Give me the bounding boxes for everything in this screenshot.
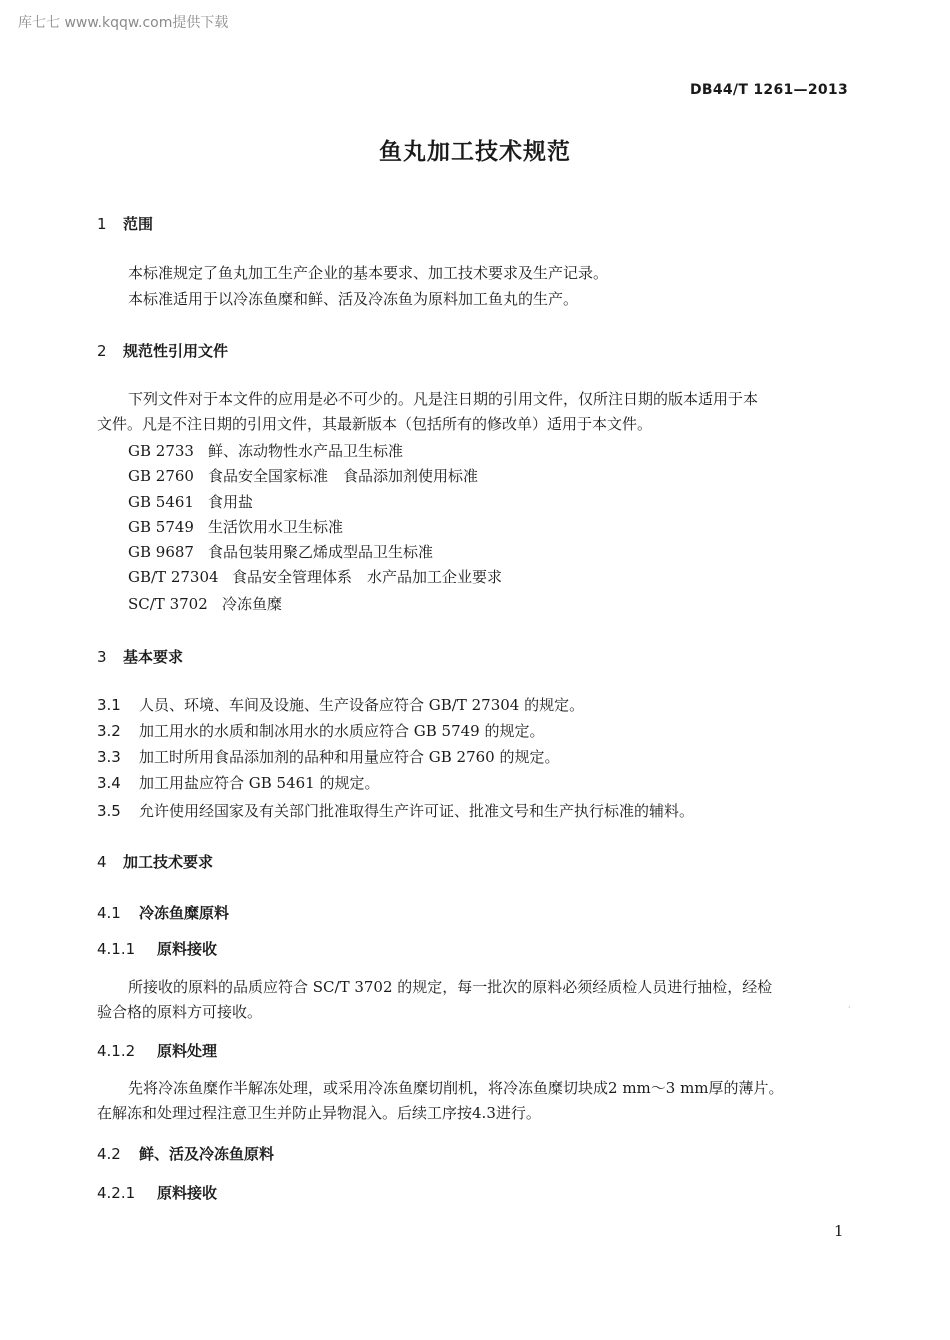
page-number: 1 [834, 1222, 844, 1240]
reference-title: 食用盐 [208, 493, 254, 511]
section-number: 4.2 [97, 1145, 121, 1163]
section-4-heading [97, 851, 213, 872]
subsection-4-1-heading [97, 902, 229, 923]
section-title: 加工技术要求 [123, 853, 214, 871]
reference-code: SC/T 3702 [128, 595, 208, 613]
paragraph: 先将冷冻鱼糜作半解冻处理，或采用冷冻鱼糜切削机，将冷冻鱼糜切块成2 mm～3 mm厚的薄片。 [128, 1079, 784, 1097]
paragraph: 文件。凡是不注日期的引用文件，其最新版本（包括所有的修改单）适用于本文件。 [97, 415, 653, 433]
section-number: 2 [97, 342, 107, 360]
section-number: 4.1 [97, 904, 121, 922]
reference-code: GB 2760 [128, 467, 194, 485]
clause-text: 允许使用经国家及有关部门批准取得生产许可证、批准文号和生产执行标准的辅料。 [139, 802, 695, 820]
clause-text: 人员、环境、车间及设施、生产设备应符合 GB/T 27304 的规定。 [139, 696, 585, 714]
section-title: 原料处理 [157, 1042, 218, 1060]
clause [97, 746, 560, 767]
clause-text: 加工用水的水质和制冰用水的水质应符合 GB 5749 的规定。 [139, 722, 545, 740]
paragraph: 下列文件对于本文件的应用是必不可少的。凡是注日期的引用文件，仅所注日期的版本适用于本 [128, 390, 759, 408]
reference-code: GB 2733 [128, 442, 194, 460]
section-number: 4.1.1 [97, 940, 136, 958]
reference-title: 冷冻鱼糜 [222, 595, 283, 613]
clause-number: 3.3 [97, 748, 121, 766]
reference-code: GB 5461 [128, 493, 194, 511]
reference-code: GB/T 27304 [128, 568, 219, 586]
subsection-4-1-1-heading [97, 938, 217, 959]
reference-title: 鲜、冻动物性水产品卫生标准 [208, 442, 404, 460]
reference-item [128, 566, 502, 587]
subsection-4-2-heading [97, 1143, 274, 1164]
section-number: 1 [97, 215, 107, 233]
clause-text: 加工用盐应符合 GB 5461 的规定。 [139, 774, 380, 792]
clause [97, 800, 694, 821]
section-title: 原料接收 [157, 1184, 218, 1202]
reference-item [128, 541, 433, 562]
section-number: 3 [97, 648, 107, 666]
clause-text: 加工时所用食品添加剂的品种和用量应符合 GB 2760 的规定。 [139, 748, 560, 766]
reference-title: 食品包装用聚乙烯成型品卫生标准 [208, 543, 434, 561]
section-title: 原料接收 [157, 940, 218, 958]
document-title: 鱼丸加工技术规范 [379, 139, 571, 165]
section-number: 4.1.2 [97, 1042, 136, 1060]
clause-number: 3.4 [97, 774, 121, 792]
watermark: 库七七 www.kqqw.com提供下载 [18, 15, 229, 31]
scan-speck: · [848, 1003, 851, 1012]
section-3-heading [97, 646, 183, 667]
subsection-4-2-1-heading [97, 1182, 217, 1203]
clause [97, 694, 584, 715]
reference-title: 食品安全国家标准 食品添加剂使用标准 [208, 467, 479, 485]
clause-number: 3.1 [97, 696, 121, 714]
clause [97, 772, 380, 793]
section-title: 基本要求 [123, 648, 184, 666]
clause-number: 3.2 [97, 722, 121, 740]
reference-item [128, 491, 253, 512]
clause [97, 720, 545, 741]
paragraph: 验合格的原料方可接收。 [97, 1003, 263, 1021]
reference-code: GB 5749 [128, 518, 194, 536]
paragraph: 所接收的原料的品质应符合 SC/T 3702 的规定，每一批次的原料必须经质检人员进行抽检，经检 [128, 978, 773, 996]
section-title: 范围 [123, 215, 154, 233]
reference-title: 生活饮用水卫生标准 [208, 518, 344, 536]
section-title: 冷冻鱼糜原料 [139, 904, 230, 922]
subsection-4-1-2-heading [97, 1040, 217, 1061]
section-number: 4 [97, 853, 107, 871]
paragraph: 在解冻和处理过程注意卫生并防止异物混入。后续工序按4.3进行。 [97, 1104, 541, 1122]
reference-item [128, 516, 343, 537]
section-number: 4.2.1 [97, 1184, 136, 1202]
section-title: 规范性引用文件 [123, 342, 229, 360]
reference-item [128, 465, 478, 486]
standard-number: DB44/T 1261—2013 [689, 82, 848, 98]
section-2-heading [97, 340, 228, 361]
reference-title: 食品安全管理体系 水产品加工企业要求 [232, 568, 503, 586]
section-1-heading [97, 213, 153, 234]
reference-item [128, 440, 403, 461]
section-title: 鲜、活及冷冻鱼原料 [139, 1145, 275, 1163]
reference-code: GB 9687 [128, 543, 194, 561]
paragraph: 本标准适用于以冷冻鱼糜和鲜、活及冷冻鱼为原料加工鱼丸的生产。 [128, 290, 579, 308]
reference-item [128, 593, 282, 614]
clause-number: 3.5 [97, 802, 121, 820]
paragraph: 本标准规定了鱼丸加工生产企业的基本要求、加工技术要求及生产记录。 [128, 264, 609, 282]
